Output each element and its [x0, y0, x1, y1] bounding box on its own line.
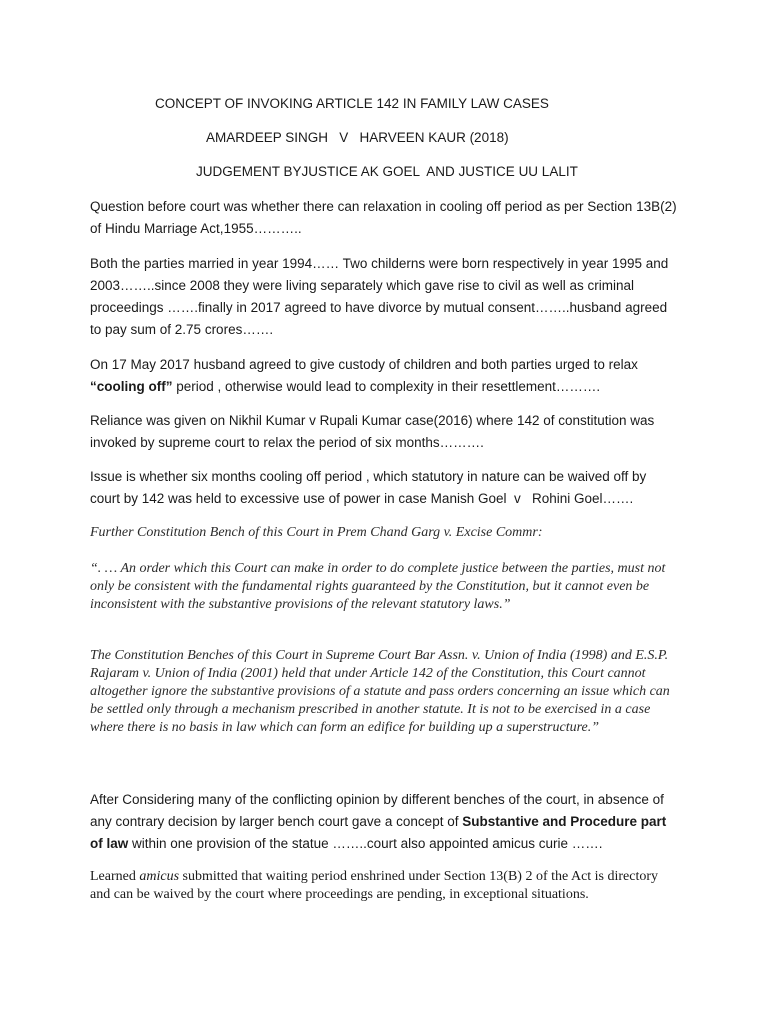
judgement-line: JUDGEMENT BYJUSTICE AK GOEL AND JUSTICE UU LALIT	[196, 164, 578, 179]
cooling-off-emphasis: “cooling off”	[90, 379, 173, 394]
quote-paragraph: “. … An order which this Court can make in order to do complete justice between the parties, must not only be consistent with the fundamental rights guaranteed by the Constitution, but it cannot even be inconsistent with the substantive provisions of the relevant statutory laws.”	[90, 561, 666, 612]
reliance-paragraph: Reliance was given on Nikhil Kumar v Rupali Kumar case(2016) where 142 of constitution was invoked by supreme court to relax the period of six months……….	[90, 413, 655, 450]
facts-paragraph: Both the parties married in year 1994…… Two childerns were born respectively in year 1995 and 2003……..since 2008 they were living separately which gave rise to civil as well as criminal proceedings …….finally in 2017 agreed to have divorce by mutual consent……..husband agreed to pay sum of 2.75 crores…….	[90, 256, 669, 337]
case-name: AMARDEEP SINGH V HARVEEN KAUR (2018)	[206, 130, 509, 145]
learned-text-end: submitted that waiting period enshrined under Section 13(B) 2 of the Act is directory and can be waived by the court where proceedings are pending, in exceptional situations.	[90, 869, 659, 902]
substantive-procedure-emphasis: Substantive and Procedure part of law	[90, 814, 667, 851]
document-title: CONCEPT OF INVOKING ARTICLE 142 IN FAMILY LAW CASES	[155, 96, 549, 111]
custody-paragraph	[90, 354, 680, 398]
custody-text-end: period , otherwise would lead to complexity in their resettlement……….	[172, 379, 601, 394]
issue-paragraph: Issue is whether six months cooling off period , which statutory in nature can be waived off by court by 142 was held to excessive use of power in case Manish Goel v Rohini Goel…….	[90, 469, 651, 506]
learned-paragraph	[90, 868, 680, 904]
benches-paragraph: The Constitution Benches of this Court in Supreme Court Bar Assn. v. Union of India (1998) and E.S.P. Rajaram v. Union of India (2001) held that under Article 142 of the Constitution, this Court cannot altogether ignore the substantive provisions of a statute and pass orders concerning an issue which can be settled only through a mechanism prescribed in another statute. It is not to be exercised in a case where there is no basis in law which can form an edifice for building up a superstructure.”	[90, 648, 670, 735]
question-paragraph: Question before court was whether there can relaxation in cooling off period as per Section 13B(2) of Hindu Marriage Act,1955………..	[90, 199, 677, 236]
after-text-end: within one provision of the statue ……..court also appointed amicus curie …….	[128, 836, 603, 851]
learned-text: Learned	[90, 869, 140, 884]
after-text: After Considering many of the conflicting opinion by different benches of the court, in absence of any contrary decision by larger bench court gave a concept of	[90, 792, 664, 829]
custody-text: On 17 May 2017 husband agreed to give custody of children and both parties urged to relax	[90, 357, 638, 372]
amicus-italic: amicus	[139, 869, 180, 884]
further-paragraph: Further Constitution Bench of this Court in Prem Chand Garg v. Excise Commr:	[90, 525, 543, 540]
after-paragraph	[90, 789, 680, 855]
